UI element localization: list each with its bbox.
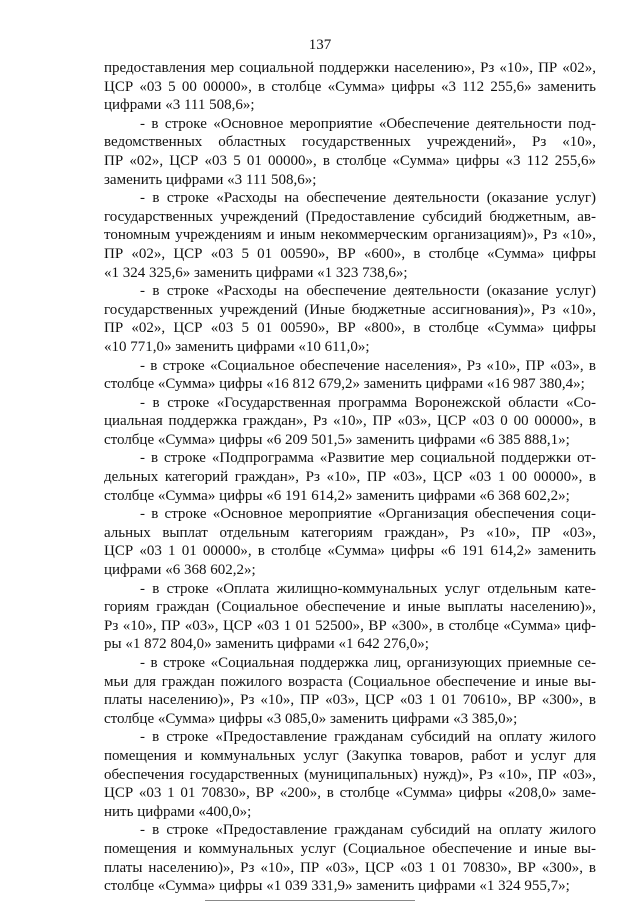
text-line: дельных категорий граждан», Рз «10», ПР «03», ЦСР «03 1 00 00000», в bbox=[104, 469, 596, 486]
text-line: ЦСР «03 1 01 00000», в столбце «Сумма» цифры «6 191 614,2» заменить bbox=[104, 543, 596, 560]
text-line: государственных учреждений (Иные бюджетные ассигнования)», Рз «10», bbox=[104, 301, 596, 318]
text-line: цифрами «6 368 602,2»; bbox=[104, 562, 256, 579]
document-body bbox=[104, 59, 596, 896]
text-line: - в строке «Государственная программа Воронежской области «Со- bbox=[140, 394, 596, 411]
text-line: - в строке «Расходы на обеспечение деятельности (оказание услуг) bbox=[140, 283, 596, 300]
text-line: - в строке «Предоставление гражданам субсидий на оплату жилого bbox=[140, 729, 596, 746]
text-line: - в строке «Оплата жилищно-коммунальных услуг отдельным кате- bbox=[140, 580, 596, 597]
text-line: гориям граждан (Социальное обеспечение и иные выплаты населению)», bbox=[104, 599, 596, 616]
text-line: Рз «10», ПР «03», ЦСР «03 1 01 52500», ВР «300», в столбце «Сумма» циф- bbox=[104, 617, 596, 634]
text-line: платы населению)», Рз «10», ПР «03», ЦСР «03 1 01 70610», ВР «300», в bbox=[104, 692, 596, 709]
text-line: помещения и коммунальных услуг (Закупка товаров, работ и услуг для bbox=[104, 747, 596, 764]
text-line: - в строке «Основное мероприятие «Обеспечение деятельности под- bbox=[140, 115, 596, 132]
text-line: государственных учреждений (Предоставление субсидий бюджетным, ав- bbox=[104, 208, 596, 225]
text-line: ведомственных областных государственных учреждений», Рз «10», bbox=[104, 134, 596, 151]
text-line: предоставления мер социальной поддержки населению», Рз «10», ПР «02», bbox=[104, 60, 596, 76]
text-line: - в строке «Основное мероприятие «Организация обеспечения соци- bbox=[140, 506, 596, 523]
text-line: платы населению)», Рз «10», ПР «03», ЦСР «03 1 01 70830», ВР «300», в bbox=[104, 859, 596, 876]
text-line: «10 771,0» заменить цифрами «10 611,0»; bbox=[104, 338, 370, 355]
text-line: заменить цифрами «3 111 508,6»; bbox=[104, 171, 317, 188]
text-line: альных выплат отдельным категориям граждан», Рз «10», ПР «03», bbox=[104, 524, 596, 541]
text-line: ПР «02», ЦСР «03 5 01 00000», в столбце «Сумма» цифры «3 112 255,6» bbox=[104, 152, 596, 169]
text-line: - в строке «Предоставление гражданам субсидий на оплату жилого bbox=[140, 822, 596, 839]
text-line: обеспечения государственных (муниципальных) нужд)», Рз «10», ПР «03», bbox=[104, 766, 596, 783]
text-line: нить цифрами «400,0»; bbox=[104, 803, 252, 820]
text-line: «1 324 325,6» заменить цифрами «1 323 738,6»; bbox=[104, 264, 408, 281]
text-line: - в строке «Расходы на обеспечение деятельности (оказание услуг) bbox=[140, 190, 596, 207]
text-line: столбце «Сумма» цифры «1 039 331,9» заменить цифрами «1 324 955,7»; bbox=[104, 878, 570, 895]
text-line: тономным учреждениям и иным некоммерческим организациям)», Рз «10», bbox=[104, 227, 596, 244]
text-line: столбце «Сумма» цифры «16 812 679,2» заменить цифрами «16 987 380,4»; bbox=[104, 376, 585, 393]
text-line: циальная поддержка граждан», Рз «10», ПР «03», ЦСР «03 0 00 00000», в bbox=[104, 413, 596, 430]
text-line: - в строке «Социальное обеспечение населения», Рз «10», ПР «03», в bbox=[140, 357, 596, 374]
page-number: 137 bbox=[308, 37, 332, 53]
text-line: помещения и коммунальных услуг (Социальное обеспечение и иные вы- bbox=[104, 840, 596, 857]
text-line: - в строке «Социальная поддержка лиц, организующих приемные се- bbox=[140, 655, 596, 671]
text-line: ПР «02», ЦСР «03 5 01 00590», ВР «600», в столбце «Сумма» цифры bbox=[104, 245, 596, 262]
text-line: ЦСР «03 1 01 70830», ВР «200», в столбце «Сумма» цифры «208,0» заме- bbox=[104, 785, 596, 802]
text-line: ПР «02», ЦСР «03 5 01 00590», ВР «800», в столбце «Сумма» цифры bbox=[104, 320, 596, 337]
text-line: столбце «Сумма» цифры «6 191 614,2» заменить цифрами «6 368 602,2»; bbox=[104, 487, 570, 504]
text-line: столбце «Сумма» цифры «6 209 501,5» заменить цифрами «6 385 888,1»; bbox=[104, 431, 570, 448]
text-line: столбце «Сумма» цифры «3 085,0» заменить цифрами «3 385,0»; bbox=[104, 710, 518, 727]
text-line: цифрами «3 111 508,6»; bbox=[104, 97, 255, 114]
text-line: ЦСР «03 5 00 00000», в столбце «Сумма» цифры «3 112 255,6» заменить bbox=[104, 78, 596, 95]
footer-rule bbox=[205, 900, 415, 901]
text-line: ры «1 872 804,0» заменить цифрами «1 642 276,0»; bbox=[104, 636, 429, 653]
text-line: мьи для граждан пожилого возраста (Социальное обеспечение и иные вы- bbox=[104, 673, 596, 690]
text-line: - в строке «Подпрограмма «Развитие мер социальной поддержки от- bbox=[140, 450, 596, 467]
